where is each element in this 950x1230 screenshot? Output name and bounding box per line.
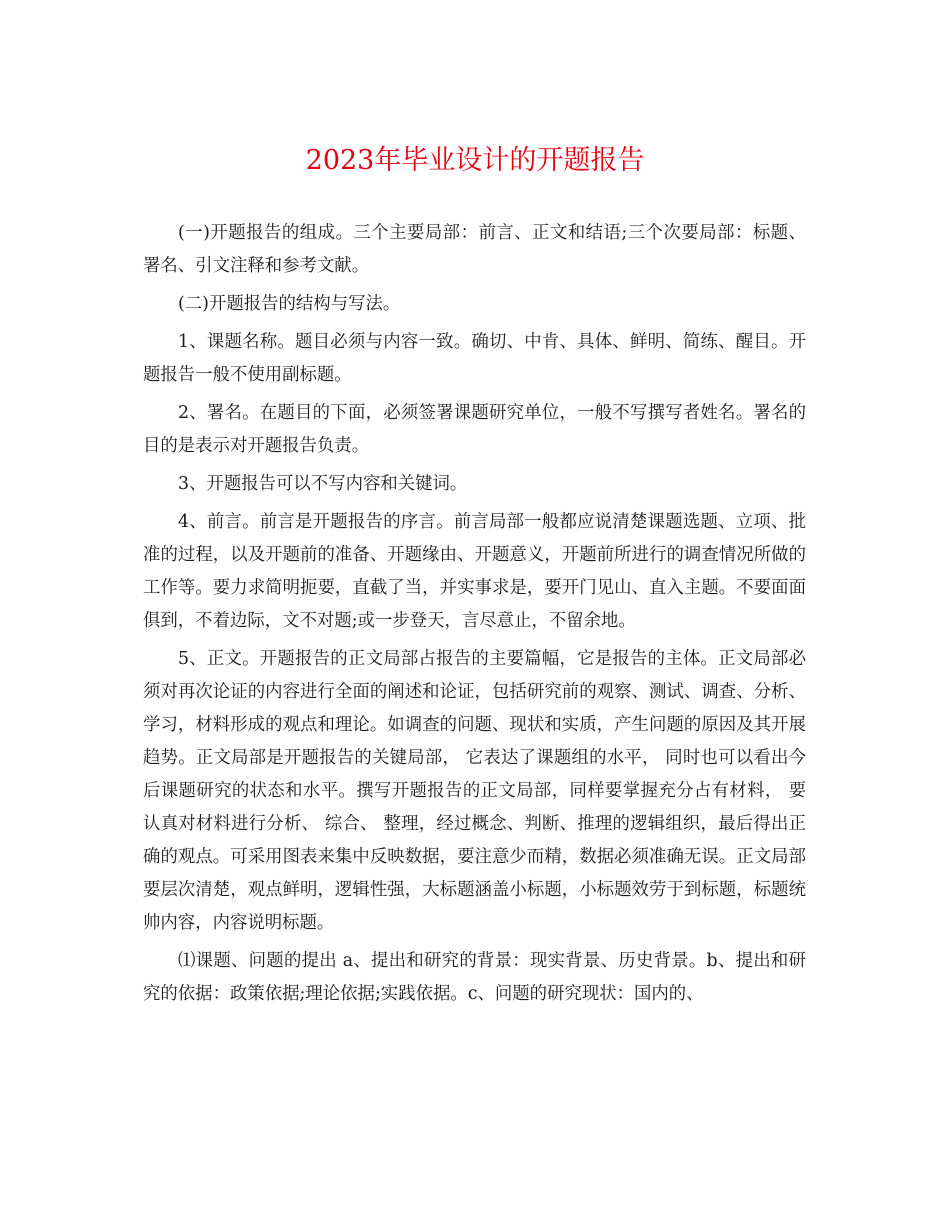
paragraph-problem-raising: ⑴课题、问题的提出 a、提出和研究的背景：现实背景、历史背景。b、提出和研究的依据：政策依据;理论依据;实践依据。c、问题的研究现状：国内的、	[143, 951, 806, 1004]
document-title: 2023年毕业设计的开题报告	[305, 145, 645, 176]
paragraph-topic-name: 1、课题名称。题目必须与内容一致。确切、中肯、具体、鲜明、简练、醒目。开题报告一般不使用副标题。	[143, 332, 806, 385]
paragraph-preface: 4、前言。前言是开题报告的序言。前言局部一般都应说清楚课题选题、立项、批准的过程，以及开题前的准备、开题缘由、开题意义，开题前所进行的调查情况所做的工作等。要力求简明扼要，直截了当，并实事求是，要开门见山、直入主题。不要面面俱到，不着边际，文不对题;或一步登天，言尽意止，不留余地。	[143, 512, 806, 631]
paragraph-composition: (一)开题报告的组成。三个主要局部：前言、正文和结语;三个次要局部：标题、署名、引文注释和参考文献。	[143, 223, 806, 276]
paragraph-main-body: 5、正文。开题报告的正文局部占报告的主要篇幅，它是报告的主体。正文局部必须对再次论证的内容进行全面的阐述和论证，包括研究前的观察、测试、调查、分析、学习，材料形成的观点和理论。如调查的问题、现状和实质，产生问题的原因及其开展趋势。正文局部是开题报告的关键局部， 它表达了课题组的水平， 同时也可以看出今后课题研究的状态和水平。撰写开题报告的正文局部，同样要掌握充分占有材料， 要认真对材料进行分析、 综合、 整理，经过概念、判断、推理的逻辑组织，最后得出正确的观点。可采用图表来集中反映数据，要注意少而精，数据必须准确无误。正文局部要层次清楚，观点鲜明，逻辑性强，大标题涵盖小标题，小标题效劳于到标题，标题统帅内容，内容说明标题。	[143, 649, 806, 933]
paragraph-keywords: 3、开题报告可以不写内容和关键词。	[178, 474, 468, 494]
paragraph-signature: 2、署名。在题目的下面，必须签署课题研究单位，一般不写撰写者姓名。署名的目的是表示对开题报告负责。	[143, 403, 806, 456]
document-body	[143, 217, 806, 1016]
paragraph-structure-heading: (二)开题报告的结构与写法。	[178, 294, 401, 314]
